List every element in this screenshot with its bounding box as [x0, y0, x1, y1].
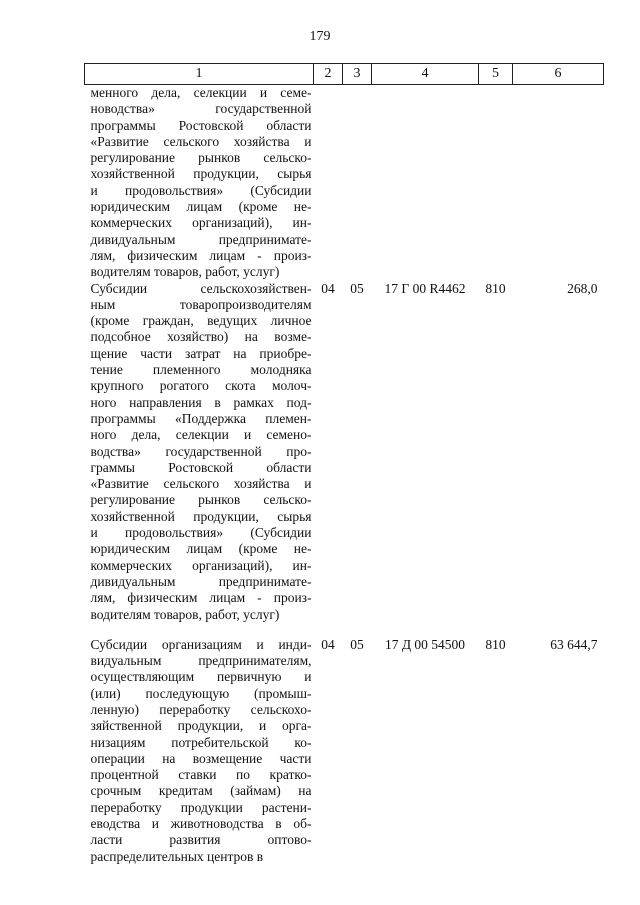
description-line: тение племенного молодняка [90, 362, 312, 378]
description-line: еводства и животноводства в об- [90, 816, 312, 832]
amount: 63 644,7 [550, 636, 598, 652]
description-line: ного дела, селекции и семено- [90, 427, 312, 443]
row-description [85, 637, 314, 874]
column-header-6: 6 [513, 64, 604, 85]
description-line: ленную) переработку сельскохо- [90, 701, 312, 717]
description-line: юридическим лицам (кроме не- [90, 199, 312, 215]
column-header-5: 5 [479, 64, 513, 85]
description-line: лям, физическим лицам - произ- [90, 247, 312, 263]
description-line: новодства» государственной [90, 101, 312, 117]
description-line: ласти развития оптово- [90, 832, 312, 848]
subsection-code: 05 [350, 280, 364, 296]
subsection-code: 05 [350, 636, 364, 652]
description-line: распределительных центров в [90, 848, 264, 864]
description-line: коммерческих организаций), ин- [90, 557, 312, 573]
description-line: хозяйственной продукции, сырья [90, 166, 312, 182]
row-description [85, 85, 314, 281]
description-line: водства» государственной про- [90, 443, 312, 459]
page-number: 179 [309, 29, 331, 44]
description-line: срочным кредитам (займам) на [90, 783, 312, 799]
description-line: низациям потребительской ко- [90, 734, 312, 750]
description-line: ным товаропроизводителям [90, 296, 312, 312]
description-line: операции на возмещение части [90, 750, 312, 766]
target-article-code: 17 Д 00 54500 [384, 636, 466, 652]
description-line: «Развитие сельского хозяйства и [90, 476, 312, 492]
target-article-code [372, 85, 479, 281]
description-line: водителям товаров, работ, услуг) [90, 264, 280, 280]
description-line: осуществляющим первичную и [90, 669, 312, 685]
budget-table [84, 63, 604, 874]
section-code: 04 [321, 280, 335, 296]
column-header-1: 1 [85, 64, 314, 85]
description-line: и продовольствия» (Субсидии [90, 525, 312, 541]
description-line: программы «Поддержка племен- [90, 410, 312, 426]
description-line: видуальным предпринимателям, [90, 653, 312, 669]
description-line: и продовольствия» (Субсидии [90, 182, 312, 198]
description-line: переработку продукции растени- [90, 799, 312, 815]
table-header-row [85, 64, 604, 85]
description-line: регулирование рынков сельско- [90, 150, 312, 166]
section-code: 04 [321, 636, 335, 652]
description-line: регулирование рынков сельско- [90, 492, 312, 508]
amount: 268,0 [567, 280, 598, 296]
table-row [85, 85, 604, 281]
subsection-code [343, 85, 372, 281]
table-row [85, 281, 604, 637]
description-line: подсобное хозяйство) на возме- [90, 329, 312, 345]
description-line: граммы Ростовской области [90, 459, 312, 475]
description-line: дивидуальным предпринимате- [90, 231, 312, 247]
description-line: юридическим лицам (кроме не- [90, 541, 312, 557]
description-line: дивидуальным предпринимате- [90, 573, 312, 589]
description-line: менного дела, селекции и семе- [90, 85, 312, 100]
description-line: зяйственной продукции, и орга- [90, 718, 312, 734]
table-row [85, 637, 604, 874]
expense-type-code [479, 85, 513, 281]
column-header-3: 3 [343, 64, 372, 85]
description-line: (или) последующую (промыш- [90, 685, 312, 701]
expense-type-code: 810 [485, 636, 506, 652]
description-line: крупного рогатого скота молоч- [90, 378, 312, 394]
expense-type-code: 810 [485, 280, 506, 296]
amount [513, 85, 604, 281]
row-description [85, 281, 314, 637]
description-line: коммерческих организаций), ин- [90, 215, 312, 231]
column-header-2: 2 [314, 64, 343, 85]
description-line: хозяйственной продукции, сырья [90, 508, 312, 524]
description-line: водителям товаров, работ, услуг) [90, 606, 280, 622]
section-code [314, 85, 343, 281]
column-header-4: 4 [372, 64, 479, 85]
target-article-code: 17 Г 00 R4462 [384, 280, 466, 296]
description-line: «Развитие сельского хозяйства и [90, 133, 312, 149]
description-line: лям, физическим лицам - произ- [90, 590, 312, 606]
description-line: (кроме граждан, ведущих личное [90, 313, 312, 329]
description-line: Субсидии сельскохозяйствен- [90, 280, 312, 296]
description-line: щение части затрат на приобре- [90, 345, 312, 361]
description-line: программы Ростовской области [90, 117, 312, 133]
description-line: ного направления в рамках под- [90, 394, 312, 410]
description-line: Субсидии организациям и инди- [90, 636, 312, 652]
description-line: процентной ставки по кратко- [90, 767, 312, 783]
